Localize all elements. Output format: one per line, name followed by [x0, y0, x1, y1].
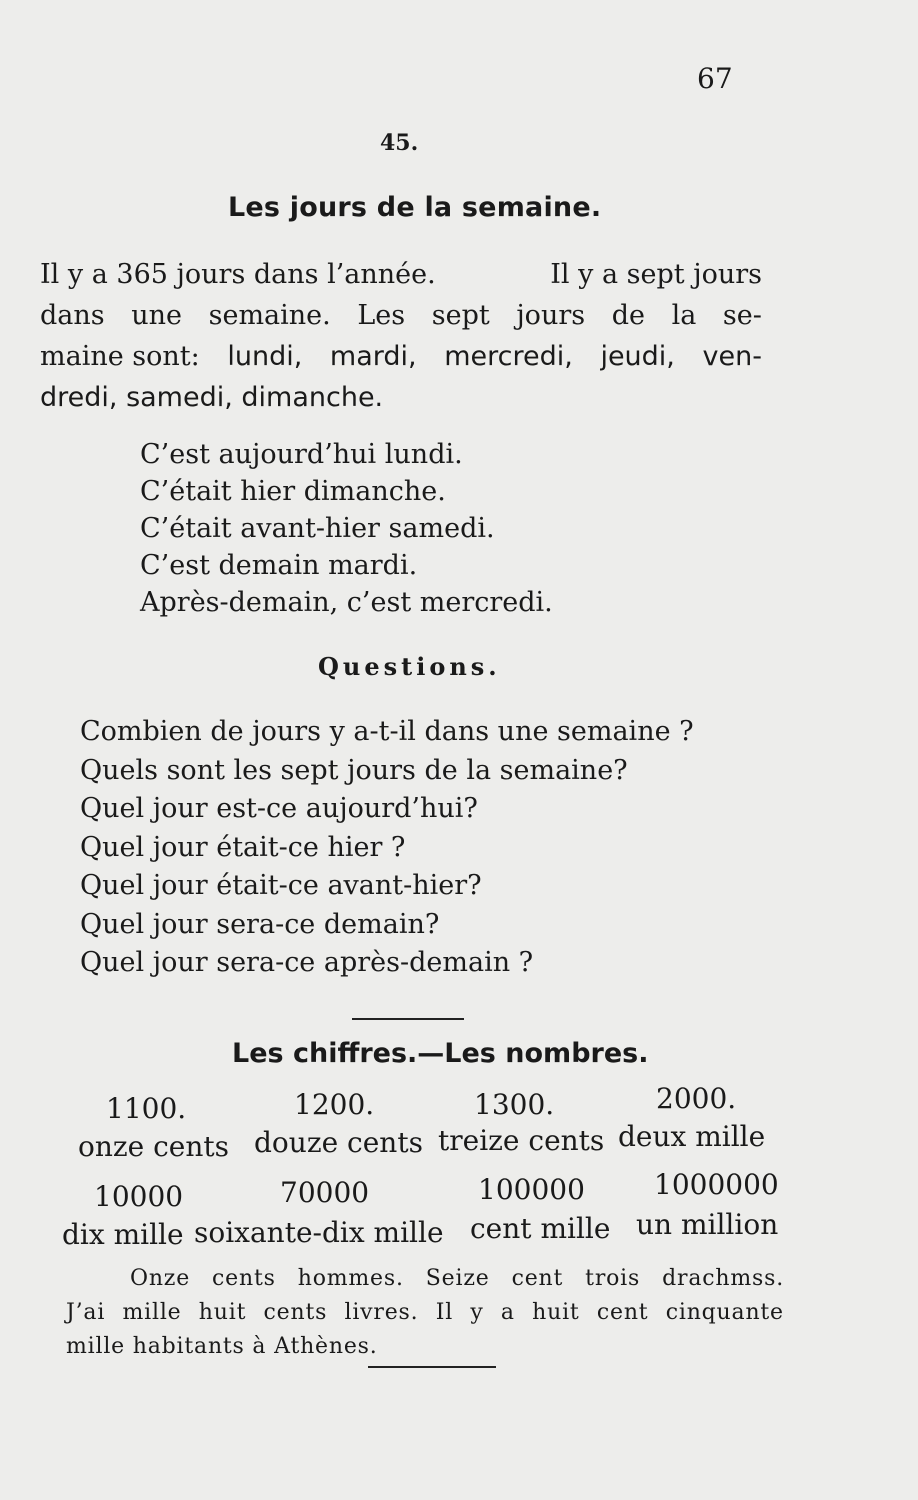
number-word: soixante-dix mille	[194, 1216, 444, 1249]
dialogue-line: Après-demain, c’est mercredi.	[140, 587, 553, 618]
intro-line-4: dredi, samedi, dimanche.	[40, 382, 384, 413]
examples-line-2: J’ai mille huit cents livres. Il y a huit cent cinquante	[66, 1300, 784, 1325]
number: 70000	[280, 1176, 370, 1209]
examples-line-3: mille habitants à Athènes.	[66, 1334, 378, 1359]
question-item: Combien de jours y a-t-il dans une semaine ?	[80, 716, 694, 747]
intro-paragraph	[40, 254, 762, 418]
examples-line-1: Onze cents hommes. Seize cent trois drachmss.	[130, 1266, 784, 1291]
intro-line-2: dans une semaine. Les sept jours de la se-	[40, 300, 762, 331]
number-word: douze cents	[254, 1126, 423, 1159]
dialogue-line: C’est aujourd’hui lundi.	[140, 439, 463, 470]
question-item: Quel jour était-ce avant-hier?	[80, 870, 482, 901]
end-divider	[368, 1366, 496, 1368]
intro-line-1: Il y a 365 jours dans l’année. Il y a sept jours	[40, 259, 762, 290]
number-word: dix mille	[62, 1218, 184, 1251]
number: 1300.	[474, 1088, 555, 1121]
number: 2000.	[656, 1082, 737, 1115]
number: 100000	[478, 1173, 585, 1206]
question-item: Quel jour était-ce hier ?	[80, 831, 406, 863]
number: 1100.	[106, 1092, 187, 1125]
number-word: onze cents	[78, 1130, 230, 1163]
number: 1000000	[654, 1168, 779, 1201]
question-item: Quels sont les sept jours de la semaine?	[80, 754, 628, 786]
lesson-title: Les jours de la semaine.	[228, 192, 602, 223]
dialogue-line: C’était avant-hier samedi.	[140, 513, 495, 544]
number-word: treize cents	[438, 1124, 605, 1157]
lesson-number: 45.	[380, 130, 419, 156]
questions-list	[80, 713, 694, 983]
dialogue-line: C’était hier dimanche.	[140, 476, 446, 507]
page-number: 67	[697, 62, 733, 95]
question-item: Quel jour est-ce aujourd’hui?	[80, 793, 478, 824]
question-item: Quel jour sera-ce demain?	[80, 908, 440, 940]
question-item: Quel jour sera-ce après-demain ?	[80, 947, 534, 978]
numbers-heading: Les chiffres.—Les nombres.	[232, 1038, 649, 1069]
number-word: cent mille	[470, 1212, 611, 1245]
examples-paragraph	[66, 1262, 784, 1364]
section-divider	[352, 1018, 464, 1020]
intro-line-3: maine sont: lundi, mardi, mercredi, jeudi, ven-	[40, 341, 762, 372]
dialogue-line: C’est demain mardi.	[140, 550, 418, 581]
number: 10000	[94, 1180, 184, 1213]
number: 1200.	[294, 1088, 375, 1121]
number-word: un million	[636, 1208, 779, 1241]
number-word: deux mille	[618, 1120, 766, 1153]
dialogue-block	[140, 436, 553, 621]
questions-heading: Questions.	[318, 652, 501, 681]
